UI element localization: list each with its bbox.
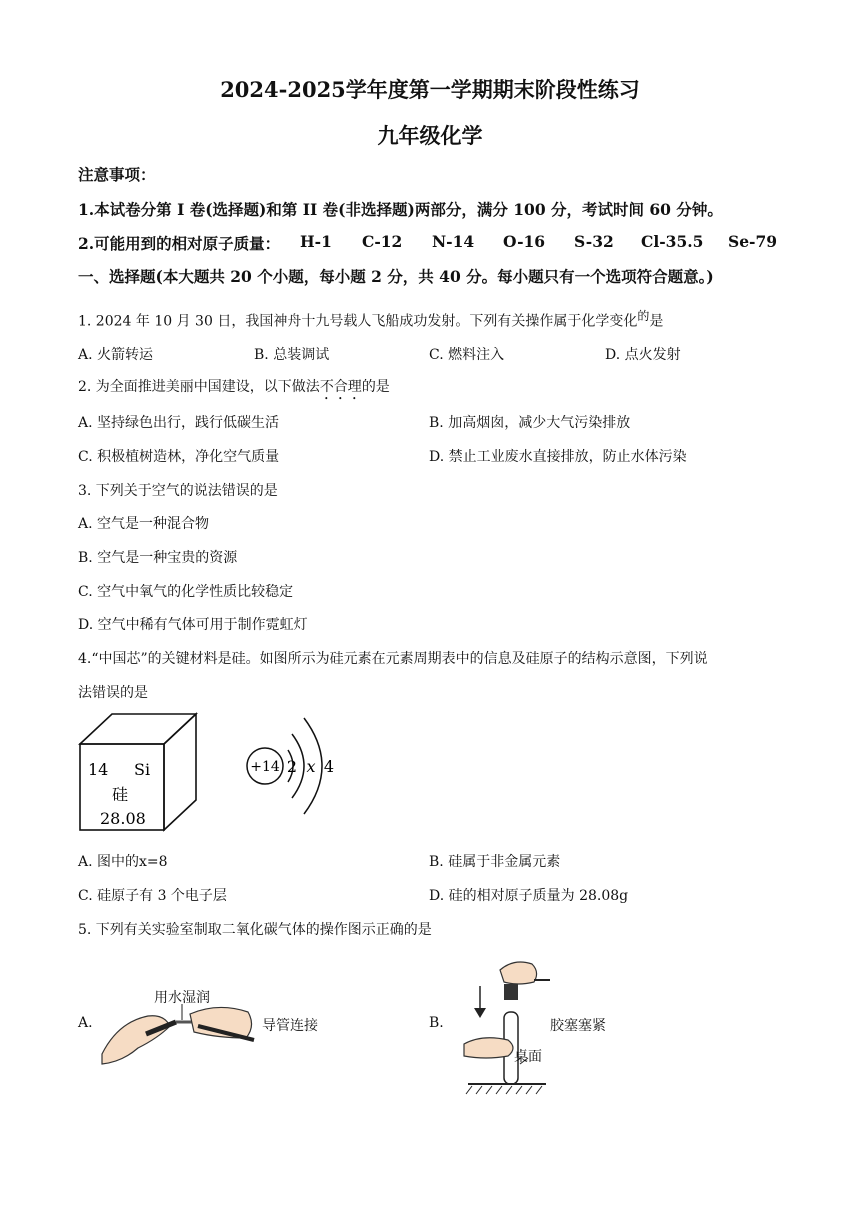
downward-arrow-icon	[474, 1008, 486, 1018]
mass-se: Se-79	[728, 232, 778, 251]
q1-option-c: C. 燃料注入	[429, 347, 505, 363]
q3-option-c: C. 空气中氧气的化学性质比较稳定	[78, 584, 294, 600]
q5-option-a-label: A.	[78, 1015, 93, 1031]
atomic-mass-label: 28.08	[100, 809, 146, 828]
section-heading: 一、选择题(本大题共 20 个小题，每小题 2 分，共 40 分。每小题只有一个选项符合题意。)	[78, 267, 714, 286]
mass-c: C-12	[362, 232, 403, 251]
q1-stem-end: 是	[649, 313, 664, 330]
element-name-label: 硅	[112, 785, 129, 804]
page-subtitle: 九年级化学	[377, 123, 483, 148]
q5-option-b-label: B.	[429, 1015, 444, 1031]
table-hatching	[466, 1086, 542, 1094]
q1-option-d: D. 点火发射	[605, 347, 681, 363]
q2-stem-pre: 2. 为全面推进美丽中国建设，以下做法	[78, 379, 320, 395]
mass-h: H-1	[300, 232, 332, 251]
notice-item-1: 1.本试卷分第 I 卷(选择题)和第 II 卷(非选择题)两部分，满分 100 分，考试时间 60 分钟。	[78, 200, 723, 219]
q2-option-d: D. 禁止工业废水直接排放，防止水体污染	[429, 449, 687, 465]
mass-s: S-32	[574, 232, 614, 251]
cube-top-face	[80, 714, 196, 744]
q1-option-a: A. 火箭转运	[78, 347, 154, 363]
silicon-atom-structure-figure	[240, 712, 360, 822]
cube-side-face	[164, 714, 196, 830]
q2-stem	[78, 376, 390, 403]
mass-o: O-16	[503, 232, 546, 251]
q4-stem-line1: 4.“中国芯”的关键材料是硅。如图所示为硅元素在元素周期表中的信息及硅原子的结构示意图，下列说	[78, 651, 708, 667]
mass-n: N-14	[432, 232, 475, 251]
q2-option-c: C. 积极植树造林，净化空气质量	[78, 449, 280, 465]
q1-stem-sup: 的	[637, 309, 650, 323]
left-hand-shape	[102, 1016, 170, 1064]
q2-option-a: A. 坚持绿色出行，践行低碳生活	[78, 415, 280, 431]
page-title: 2024-2025学年度第一学期期末阶段性练习	[220, 77, 640, 102]
upper-hand-shape	[500, 962, 537, 984]
silicon-element-cube-figure	[78, 712, 198, 834]
shell-3-electrons: 4	[323, 757, 335, 776]
rubber-stopper	[504, 984, 518, 1000]
element-symbol-label: Si	[134, 760, 151, 779]
q4-option-c: C. 硅原子有 3 个电子层	[78, 888, 227, 904]
atomic-number-label: 14	[88, 760, 109, 779]
notice-item-2-label: 2.可能用到的相对原子质量：	[78, 234, 281, 253]
q2-option-b: B. 加高烟囱，减少大气污染排放	[429, 415, 631, 431]
q2-stem-post: 的是	[361, 379, 390, 395]
shell-2-electrons: x	[306, 757, 316, 776]
q5-option-b-figure-label: 桌面	[514, 1049, 542, 1065]
q3-stem: 3. 下列关于空气的说法错误的是	[78, 483, 278, 499]
shell-1-electrons: 2	[286, 757, 298, 776]
nucleus-charge-label: +14	[250, 759, 280, 775]
q4-option-a: A. 图中的x=8	[78, 854, 168, 870]
q5-option-a-figure-label: 用水湿润	[154, 990, 210, 1006]
q1-stem	[78, 307, 663, 331]
q3-option-b: B. 空气是一种宝贵的资源	[78, 550, 238, 566]
q3-option-d: D. 空气中稀有气体可用于制作霓虹灯	[78, 617, 308, 633]
q4-option-b: B. 硅属于非金属元素	[429, 854, 561, 870]
notice-heading: 注意事项：	[78, 165, 156, 184]
q4-option-d: D. 硅的相对原子质量为 28.08g	[429, 888, 629, 904]
lower-hand-shape	[464, 1038, 513, 1058]
q5-option-a-text: 导管连接	[262, 1018, 318, 1034]
q1-option-b: B. 总装调试	[254, 347, 330, 363]
mass-cl: Cl-35.5	[641, 232, 704, 251]
q5-stem: 5. 下列有关实验室制取二氧化碳气体的操作图示正确的是	[78, 922, 432, 938]
q1-stem-text: 1. 2024 年 10 月 30 日，我国神舟十九号载人飞船成功发射。下列有关操作属于化学变化	[78, 313, 638, 330]
stopper-insertion-figure	[458, 956, 558, 1096]
q5-option-b-text: 胶塞塞紧	[550, 1018, 606, 1034]
q2-stem-emphasis: 不合理	[319, 379, 362, 395]
q4-stem-line2: 法错误的是	[78, 685, 148, 701]
q3-option-a: A. 空气是一种混合物	[78, 516, 210, 532]
